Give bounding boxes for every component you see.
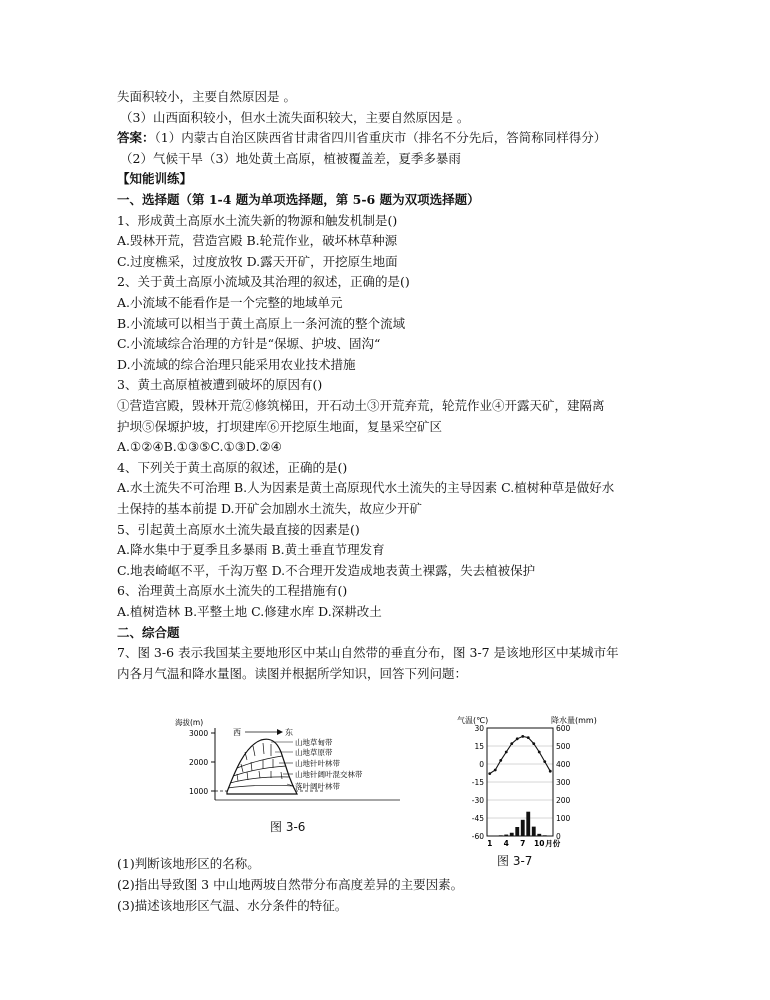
fig37-x-unit: 月份 [545, 839, 561, 848]
precip-bar [499, 835, 503, 836]
text-line: A.水土流失不可治理 B.人为因素是黄土高原现代水土流失的主导因素 C.植树种草是做好水 [117, 480, 615, 496]
fig37-temp-tick-label: -45 [471, 814, 484, 823]
temp-point [505, 751, 508, 754]
text-line: （2）气候干旱（3）地处黄土高原，植被覆盖差，夏季多暴雨 [120, 150, 461, 166]
text-line: C.小流域综合治理的方针是“保塬、护坡、固沟“ [117, 336, 381, 352]
text-line: 失面积较小，主要自然原因是 。 [117, 89, 296, 104]
fig37-temp-label: 气温(℃) [457, 716, 489, 725]
fig36-east-label: 东 [285, 728, 293, 737]
temp-point [494, 769, 497, 772]
fig37-temp-tick-label: 0 [479, 760, 484, 769]
text-line: 【知能训练】 [117, 171, 193, 187]
temp-point [516, 737, 519, 740]
text-line: 二、综合题 [117, 624, 180, 640]
fig37-precip-tick-label: 500 [556, 742, 571, 751]
temp-point [538, 751, 541, 754]
text-line: 6、治理黄土高原水土流失的工程措施有() [117, 583, 348, 599]
fig37-temp-tick-label: -60 [471, 832, 484, 841]
fig37-precip-tick-label: 200 [556, 796, 571, 805]
text-line: 1、形成黄土高原水土流失新的物源和触发机制是() [117, 212, 398, 228]
text-line: 3、黄土高原植被遭到破坏的原因有() [117, 377, 323, 393]
fig37-temp-tick-label: -30 [471, 796, 484, 805]
fig37-precip-tick-label: 600 [556, 724, 571, 733]
text-line: A.毁林开荒，营造宫殿 B.轮荒作业，破坏林草种源 [117, 233, 398, 249]
fig37-x-tick-label: 7 [520, 839, 526, 848]
text-line: 土保持的基本前提 D.开矿会加剧水土流失，故应少开矿 [117, 501, 423, 516]
text-line: 5、引起黄土高原水土流失最直接的因素是() [117, 521, 360, 537]
precip-bar [537, 834, 541, 836]
fig36-tick-label: 2000 [189, 758, 209, 767]
precip-bar [526, 812, 530, 836]
sub-question: (2)指出导致图 3 中山地两坡自然带分布高度差异的主要因素。 [117, 877, 464, 892]
fig37-precip-tick-label: 400 [556, 760, 571, 769]
text-line: B.小流域可以相当于黄土高原上一条河流的整个流域 [117, 315, 406, 331]
fig37-gridlines [487, 728, 553, 836]
belt-label: 山地草甸带 [295, 738, 333, 747]
temp-point [499, 759, 502, 762]
fig37-temp-line [490, 736, 551, 773]
fig36-ylabel: 海拔(m) [175, 718, 204, 727]
precip-bar [504, 835, 508, 836]
fig37-precip-tick-label: 0 [556, 832, 561, 841]
precip-bar [543, 835, 547, 836]
answer-text: （1）内蒙古自治区陕西省甘肃省四川省重庆市（排名不分先后，答简称同样得分） [154, 130, 607, 146]
fig36-west-label: 西 [233, 728, 241, 737]
sub-question: (3)描述该地形区气温、水分条件的特征。 [117, 898, 348, 913]
figure-3-6 [175, 716, 400, 806]
temp-point [543, 760, 546, 763]
fig36-arrow-head [277, 729, 283, 735]
fig37-temp-points [488, 735, 551, 775]
fig37-caption: 图 3-7 [497, 854, 533, 868]
fig37-temp-tick-label: 15 [474, 742, 484, 751]
fig37-precip-label: 降水量(mm) [551, 716, 597, 725]
text-line: 2、关于黄土高原小流域及其治理的叙述，正确的是() [117, 274, 410, 290]
text-line: A.①②④B.①③⑤C.①③D.②④ [117, 439, 282, 455]
text-line: 4、下列关于黄土高原的叙述，正确的是() [117, 459, 348, 475]
fig36-tick-label: 1000 [189, 787, 209, 796]
precip-bar [532, 827, 536, 836]
fig37-temp-tick-label: -15 [471, 778, 484, 787]
text-line: A.小流域不能看作是一个完整的地域单元 [117, 295, 343, 310]
text-line: A.降水集中于夏季且多暴雨 B.黄土垂直节理发育 [117, 542, 385, 558]
temp-point [488, 772, 491, 775]
answer-line [117, 130, 606, 146]
text-line: C.地表崎岖不平，千沟万壑 D.不合理开发造成地表黄土裸露，失去植被保护 [117, 562, 536, 578]
fig37-temp-tick-label: 30 [474, 724, 484, 733]
precip-bar [515, 827, 519, 836]
temp-point [549, 770, 552, 773]
belt-label: 山地草原带 [295, 748, 333, 757]
text-line: ①营造宫殿，毁林开荒②修筑梯田，开石动土③开荒弃荒，轮荒作业④开露天矿，建隔离 [117, 398, 605, 413]
temp-point [521, 735, 524, 738]
text-line: 一、选择题（第 1-4 题为单项选择题，第 5-6 题为双项选择题） [117, 192, 480, 207]
text-line: D.小流域的综合治理只能采用农业技术措施 [117, 356, 356, 372]
fig37-x-tick-label: 10 [534, 839, 545, 848]
text-line: （3）山西面积较小，但水土流失面积较大，主要自然原因是 。 [120, 109, 470, 125]
fig37-x-tick-label: 1 [487, 839, 493, 848]
text-line: 内各月气温和降水量图。读图并根据所学知识，回答下列问题： [117, 665, 468, 681]
text-line: 护坝⑤保塬护坡，打坝建库⑥开挖原生地面，复垦采空矿区 [117, 418, 443, 434]
fig37-precip-tick-label: 300 [556, 778, 571, 787]
sub-question: (1)判断该地形区的名称。 [117, 856, 260, 871]
fig36-caption: 图 3-6 [270, 820, 306, 834]
belt-label: 山地针阔叶混交林带 [295, 770, 363, 779]
text-line: A.植树造林 B.平整土地 C.修建水库 D.深耕改土 [117, 604, 382, 619]
precip-bar [521, 820, 525, 836]
fig36-tick-label: 3000 [189, 729, 209, 738]
precip-bar [510, 833, 514, 836]
text-line: C.过度樵采，过度放牧 D.露天开矿，开挖原生地面 [117, 253, 398, 269]
text-line: 7、图 3-6 表示我国某主要地形区中某山自然带的垂直分布，图 3-7 是该地形区中某城市年 [117, 645, 619, 661]
belt-label: 落叶阔叶林带 [295, 782, 340, 791]
temp-point [527, 736, 530, 739]
fig37-precip-tick-label: 100 [556, 814, 571, 823]
fig37-precip-bars [488, 812, 552, 836]
temp-point [510, 742, 513, 745]
answer-label: 答案： [117, 130, 155, 146]
fig37-x-tick-label: 4 [503, 839, 509, 848]
figure-3-7 [455, 714, 610, 848]
fig37-x-ticks [487, 838, 561, 848]
belt-label: 山地针叶林带 [295, 759, 340, 768]
temp-point [532, 742, 535, 745]
